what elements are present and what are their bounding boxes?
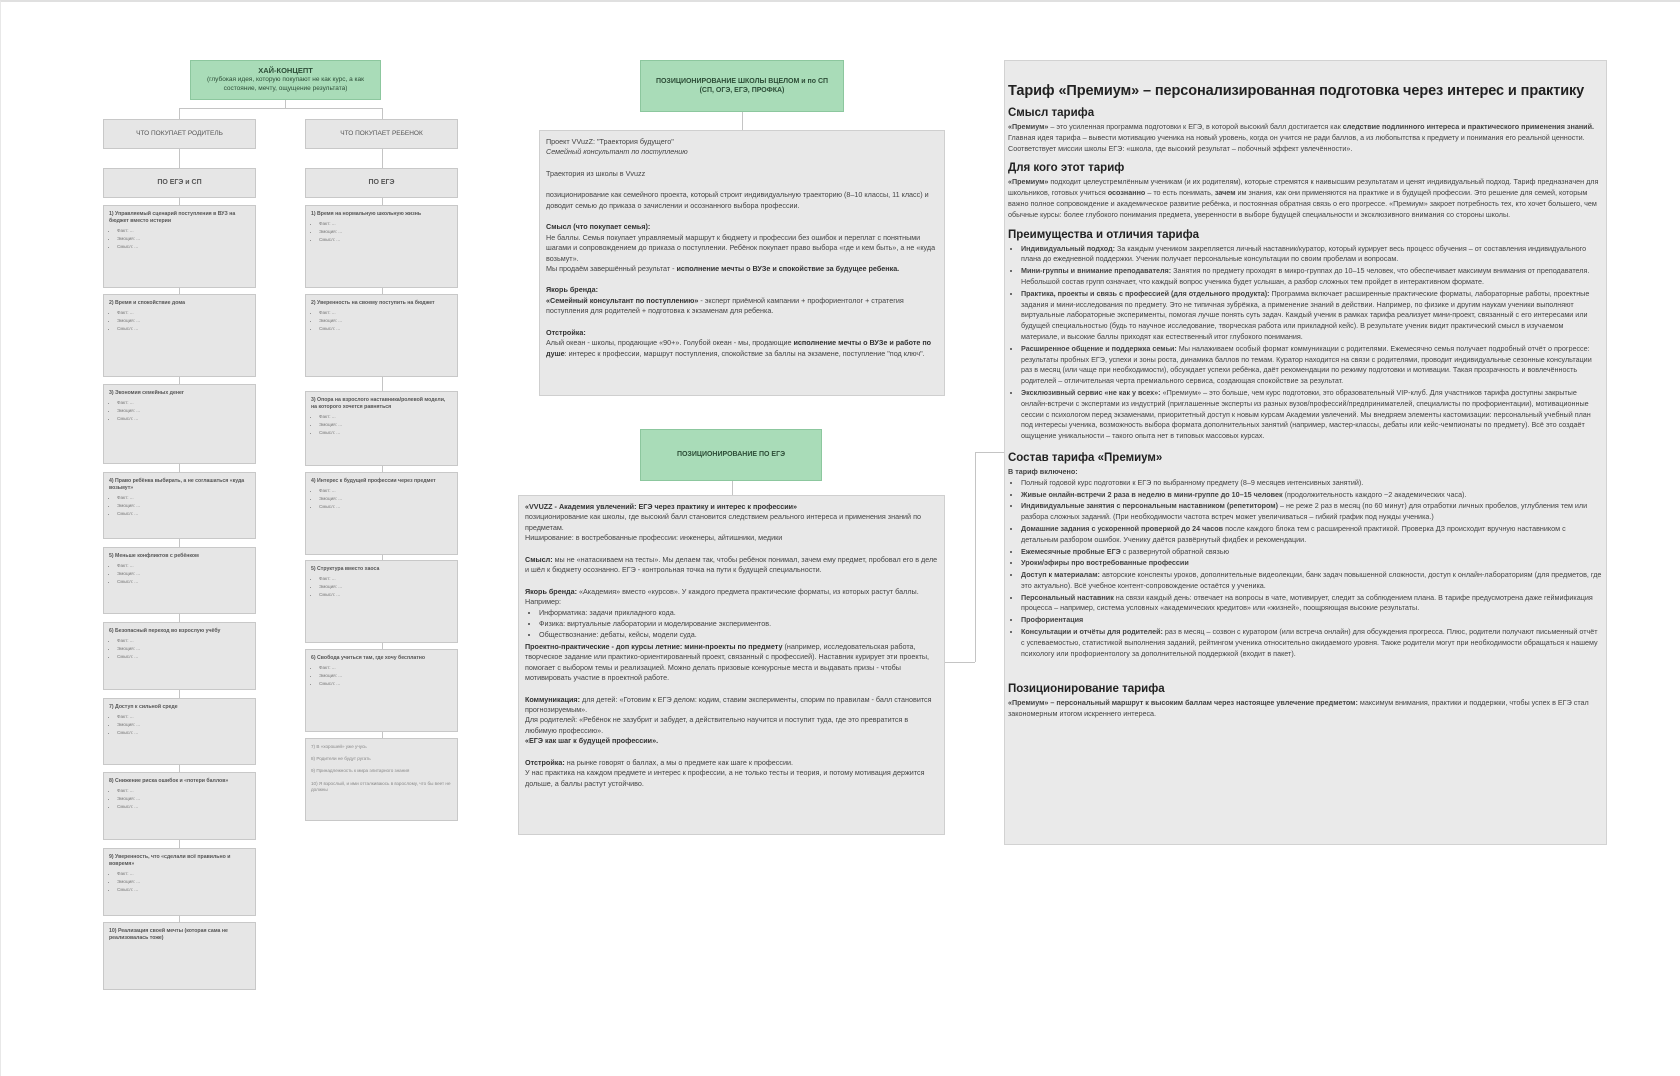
diagram-card-title: 4) Право ребёнка выбирать, а не соглашаться «куда возьмут» — [109, 478, 245, 492]
list-item: • Эмоция: ... — [319, 496, 452, 502]
list-item-bold: Индивидуальный подход: — [1021, 243, 1116, 253]
list-item: • Факт: ... — [117, 563, 250, 569]
list-item: • Обществознание: дебаты, кейсы, модели суда. — [539, 630, 938, 640]
list-item-bold: Уроки/эфиры про востребованные профессии — [1021, 558, 1189, 568]
list-item — [1021, 593, 1602, 615]
detach-text-2: : интерес к профессии, маршрут поступления, спокойствие за баллы на экзамене, поступление "под ключ". — [564, 348, 925, 358]
list-item-bold: Эксклюзивный сервис «не как у всех»: — [1021, 387, 1161, 397]
ege-parents-text: Для родителей: «Ребёнок не зазубрит и забудет, а действительно научится и поступит туда, где это превратится в любимую профессию». — [525, 715, 909, 735]
list-item: • Смысл: ... — [117, 511, 250, 517]
list-item: • Смысл: ... — [319, 504, 452, 510]
meaning-text-1: Не баллы. Семья покупает управляемый маршрут к бюджету и профессии без ошибок и переплат с понятными шагами и сопровождением до приказа о поступлении. Ребёнок покупает право выбора «где и кем быть», а не «куда возьмут». — [546, 232, 936, 263]
tariff-positioning-heading: Позиционирование тарифа — [1008, 683, 1165, 696]
diagram-card[interactable] — [103, 547, 256, 614]
diagram-card-title: 3) Экономия семейных денег — [109, 390, 185, 396]
school-positioning-title: ПОЗИЦИОНИРОВАНИЕ ШКОЛЫ ВЦЕЛОМ и по СП — [655, 77, 829, 85]
list-item-bold: Ежемесячные пробные ЕГЭ — [1021, 546, 1121, 556]
ege-meaning-text: мы не «натаскиваем на тесты». Мы делаем так, чтобы ребёнок понимал, зачем ему предмет, пробовал его в деле и шёл к бюджету осознанно. ЕГЭ - контрольная точка на пути к будущей специальности. — [525, 554, 938, 575]
project-subline: Семейный консультант по поступлению — [546, 147, 688, 157]
diagram-card[interactable] — [305, 391, 458, 466]
detach-bold: исполнение мечты о ВУЗе и работе по душе — [546, 338, 932, 358]
list-item: • Смысл: ... — [319, 326, 452, 332]
meaning-text-2: Мы продаём завершённый результат - — [546, 263, 677, 273]
diagram-card[interactable] — [103, 622, 256, 690]
list-item: • Факт: ... — [117, 638, 250, 644]
connector — [975, 452, 1004, 453]
connector — [179, 108, 180, 119]
list-item-bold: Индивидуальные занятия с персональным наставником (репетитором) — [1021, 501, 1279, 511]
connector — [945, 662, 975, 663]
list-item-text: на связи каждый день: отвечает на вопросы в чате, мотивирует, следит за соблюдением плана. В тарифе предусмотрена даже геймификация процесса – например, система условных «академических кредитов» или «жизней», поощряющая высокие результаты. — [1021, 592, 1593, 613]
list-item — [1021, 244, 1602, 266]
connector — [382, 108, 383, 119]
diagram-card-line: 8) Родители не будут ругать — [311, 756, 371, 762]
tariff-audience-text-2: – то есть понимать, — [1145, 188, 1215, 198]
list-item: • Смысл: ... — [117, 244, 250, 250]
list-item-bold: Мини-группы и внимание преподавателя: — [1021, 266, 1172, 276]
list-item: • Факт: ... — [319, 488, 452, 494]
list-item: • Смысл: ... — [319, 430, 452, 436]
list-item — [1021, 547, 1602, 558]
school-positioning-subtitle: (СП, ОГЭ, ЕГЭ, ПРОФКА) — [699, 87, 785, 94]
list-item-text: после каждого блока тем с расширенной практикой. Проверка ДЗ происходит вручную наставником с детальным разбором ошибок. Ученику даётся развёрнутый фидбек и рекомендации. — [1021, 523, 1566, 544]
list-item: • Эмоция: ... — [117, 646, 250, 652]
connector — [975, 452, 976, 662]
list-item — [1021, 501, 1602, 523]
ege-positioning-node[interactable] — [640, 429, 822, 481]
tariff-composition-list — [1008, 478, 1602, 660]
project-line: Проект VVuzZ: "Траектория будущего" — [546, 137, 674, 146]
child-header-node[interactable]: ЧТО ПОКУПАЕТ РЕБЕНОК — [305, 119, 458, 149]
ege-comm-heading: Коммуникация: — [525, 694, 580, 704]
list-item: • Факт: ... — [319, 310, 452, 316]
trajectory-line: Траектория из школы в Vvuzz — [546, 168, 646, 178]
diagram-card-bullets — [311, 576, 452, 599]
list-item — [1021, 627, 1602, 659]
tariff-title: Тариф «Премиум» – персонализированная подготовка через интерес и практику — [1008, 83, 1585, 99]
anchor-bold: «Семейный консультант по поступлению» — [546, 295, 699, 305]
diagram-card-bullets — [311, 488, 452, 511]
list-item: • Факт: ... — [319, 414, 452, 420]
tariff-audience-text-3: им знания, как они применяются на практике и в будущей профессии. Это решение для семей, которым важно полное сопровождение и академическое развитие ребёнка, и постоянная обратная связь о его прогрессе. «Премиум» закроет потребность тех, кто хочет большего, чем обычные курсы: более глубокого понимания предмета, уверенности в выборе будущей специальности и эксклюзивного внимания со стороны школы. — [1008, 188, 1597, 219]
list-item-text: Мы налаживаем особый формат коммуникации с родителями. Ежемесячно семья получает подробный отчёт о прогрессе: результаты пробных ЕГЭ, успехи и зоны роста, динамика баллов по темам. Куратор находится на связи с родителями, проводит индивидуальные сезонные консультации раз в месяц (или чаще при необходимости), обсуждает успехи ребёнка, даёт рекомендации по режиму подготовки и мотивации. Такая прозрачность и вовлечённость родителей – отличительная черта премиального сервиса, создающая спокойствие за результат. — [1021, 343, 1592, 386]
list-item: • Смысл: ... — [319, 681, 452, 687]
ege-positioning-doc[interactable] — [518, 495, 945, 835]
diagram-card-bullets — [109, 400, 250, 423]
diagram-card[interactable] — [103, 205, 256, 288]
list-item: • Эмоция: ... — [319, 673, 452, 679]
tariff-meaning-bold: «Премиум» — [1008, 122, 1049, 131]
list-item: • Эмоция: ... — [319, 229, 452, 235]
ege-detach-text-2: У нас практика на каждом предмете и интерес к профессии, а не только тесты и теория, и потому мотивация держится дольше, а баллы растут устойчиво. — [525, 768, 925, 788]
list-item — [1021, 388, 1602, 442]
list-item-bold: Живые онлайн-встречи 2 раза в неделю в мини-группе до 10–15 человек — [1021, 489, 1283, 499]
list-item — [1021, 558, 1602, 569]
tariff-audience-text: подходит целеустремлённым ученикам (и их родителям), которые стремятся к наивысшим результатам и ценят индивидуальный подход. Тариф предназначен для школьников, готовых учиться — [1008, 177, 1599, 198]
child-sub-node[interactable]: ПО ЕГЭ — [305, 168, 458, 198]
positioning-text: позиционирование как семейного проекта, который строит индивидуальную траекторию (8–10 классы, 11 класс) и доводит семью до приказа о зачислении и осознанного выбора профессии. — [546, 190, 929, 210]
tariff-premium-doc[interactable] — [1004, 60, 1607, 845]
list-item: • Физика: виртуальные лаборатории и моделирование экспериментов. — [539, 619, 938, 629]
list-item-bold: Доступ к материалам: — [1021, 570, 1100, 580]
diagram-card-bullets — [109, 714, 250, 737]
diagram-card[interactable] — [103, 698, 256, 765]
diagram-card-title: 8) Снижение риска ошибок и «потери баллов» — [109, 778, 229, 784]
ege-doc-title: «VVUZZ - Академия увлечений: ЕГЭ через практику и интерес к профессии» — [525, 502, 798, 511]
list-item: • Эмоция: ... — [117, 503, 250, 509]
diagram-card[interactable] — [103, 848, 256, 916]
list-item-bold: Профориентация — [1021, 615, 1084, 625]
diagram-card-bullets — [109, 310, 250, 333]
list-item: • Смысл: ... — [117, 654, 250, 660]
diagram-card-title: 3) Опора на взрослого наставника/ролевой модели, на которого хочется равняться — [311, 397, 446, 411]
list-item: • Смысл: ... — [117, 326, 250, 332]
diagram-card-bullets — [109, 563, 250, 586]
list-item: • Смысл: ... — [319, 592, 452, 598]
list-item-bold: Практика, проекты и связь с профессией (для отдельного продукта): — [1021, 288, 1270, 298]
connector — [382, 149, 383, 168]
tariff-meaning-heading: Смысл тарифа — [1008, 107, 1095, 119]
tariff-audience-bold-2: осознанно — [1107, 188, 1146, 198]
ege-examples-list — [525, 608, 938, 641]
list-item: • Факт: ... — [319, 665, 452, 671]
diagram-card-title: 2) Уверенность на своему поступить на бюджет — [311, 300, 435, 306]
connector — [179, 108, 382, 109]
tariff-audience-heading: Для кого этот тариф — [1008, 162, 1125, 175]
ege-positioning-title: ПОЗИЦИОНИРОВАНИЕ ПО ЕГЭ — [676, 451, 786, 459]
list-item: • Смысл: ... — [117, 579, 250, 585]
tariff-advantages-heading: Преимущества и отличия тарифа — [1008, 228, 1200, 241]
list-item: • Факт: ... — [319, 221, 452, 227]
list-item — [1021, 490, 1602, 501]
diagram-card[interactable] — [305, 649, 458, 732]
list-item: • Эмоция: ... — [319, 318, 452, 324]
diagram-card[interactable] — [103, 922, 256, 990]
diagram-card[interactable] — [103, 384, 256, 464]
diagram-card[interactable] — [305, 472, 458, 555]
diagram-card-title: 6) Свобода учиться там, где хочу бесплатно — [311, 655, 426, 661]
diagram-card-title: 5) Меньше конфликтов с ребёнком — [109, 553, 199, 559]
list-item: • Смысл: ... — [117, 730, 250, 736]
list-item-text: – не реже 2 раз в месяц (по 60 минут) для отработки личных пробелов, углубления тем или разбора сложных заданий. (При необходимости частота встреч может увеличиваться – гибкий график под нужды ученика.) — [1021, 501, 1588, 522]
list-item: • Факт: ... — [117, 310, 250, 316]
ege-practice-heading: Проектно-практические - доп курсы летние: мини-проекты по предмету — [525, 641, 783, 651]
list-item-text: с развернутой обратной связью — [1120, 546, 1229, 556]
list-item-text: За каждым учеником закрепляется личный наставник/куратор, который курирует весь процесс обучения – от составления индивидуального плана до ежедневной поддержки. Ученик получает персональные консультации по своим пробелам и вопросам. — [1021, 243, 1587, 264]
diagram-card-title: 5) Структура вместо хаоса — [311, 566, 380, 572]
diagram-card-bullets — [109, 871, 250, 894]
ege-slogan: «ЕГЭ как шаг к будущей профессии». — [525, 736, 659, 746]
list-item: • Эмоция: ... — [117, 318, 250, 324]
list-item-text: Программа включает расширенные практические форматы, лабораторные работы, проектные задания и мини-исследования по предмету. Это не типичная зубрёжка, а применение знаний в действии. Например, по физике и другим наукам ученики выполняют виртуальные лабораторные эксперименты, помогая лучше понять суть задач. Каждый ученик в рамках тарифа реализует мини-проект, связанный с его интересами или будущей специальностью (будь то научное исследование, творческая работа или прикладной кейс). В результате ученик видит практический смысл в изучаемом материале, и высокие баллы приходят как естественный итог глубокого понимания. — [1021, 288, 1590, 341]
list-item: • Эмоция: ... — [319, 584, 452, 590]
list-item — [1021, 266, 1602, 288]
diagram-card-title: 1) Управляемый сценарий поступления в ВУЗ на бюджет вместо истерии — [109, 211, 236, 225]
list-item-bold: Персональный наставник — [1021, 592, 1114, 602]
list-item: • Эмоция: ... — [117, 879, 250, 885]
diagram-card-title: 4) Интерес к будущей профессии через предмет — [311, 478, 436, 484]
list-item: • Смысл: ... — [117, 804, 250, 810]
list-item-text: Занятия по предмету проходят в микро-группах до 10–15 человек, что обеспечивает максимум внимания от преподавателя. Небольшой состав групп означает, что каждый вопрос ученика будет услышан, а разбор сложных тем пройдет в интерактивном формате. — [1021, 266, 1590, 286]
connector — [285, 100, 286, 108]
hi-concept-subtitle: (глубокая идея, которую покупают не как курс, а как состояние, мечту, ощущение результата) — [207, 76, 364, 93]
diagram-card-bullets — [109, 228, 250, 251]
tariff-composition-heading: Состав тарифа «Премиум» — [1008, 451, 1163, 464]
school-positioning-node[interactable] — [640, 60, 844, 112]
list-item-text: раз в месяц – созвон с куратором (или встреча онлайн) для обсуждения прогресса. Плюс, родители получают письменный отчёт с успеваемостью, статистикой выполнения заданий, рейтингом ученика относительно ожидаемого уровня. Также родители могут при необходимости обращаться к нашему психологу или профориентологу за дополнительной поддержкой (входит в пакет). — [1021, 627, 1598, 658]
diagram-card[interactable] — [305, 560, 458, 643]
diagram-card-title: 6) Безопасный переход во взрослую учёбу — [109, 628, 221, 634]
list-item: • Эмоция: ... — [319, 422, 452, 428]
diagram-card-title: 1) Время на нормальную школьную жизнь — [311, 211, 422, 217]
list-item-bold: Домашние задания с ускоренной проверкой до 24 часов — [1021, 523, 1224, 533]
tariff-audience-bold-3: зачем — [1214, 188, 1236, 198]
tariff-meaning-bold-2: следствие подлинного интереса и практического применения знаний. — [1342, 122, 1594, 131]
list-item: • Эмоция: ... — [117, 236, 250, 242]
diagram-card-bullets — [311, 665, 452, 688]
list-item: • Факт: ... — [117, 400, 250, 406]
ege-doc-line-2: Ниширование: в востребованные профессии: инженеры, айтишники, медики — [525, 533, 783, 543]
connector — [742, 112, 743, 130]
tariff-advantages-list — [1008, 244, 1602, 442]
list-item-bold: Расширенное общение и поддержка семьи: — [1021, 343, 1177, 353]
diagram-card-bullets — [109, 638, 250, 661]
list-item: • Эмоция: ... — [117, 408, 250, 414]
diagram-card-bullets — [311, 310, 452, 333]
list-item-text: авторские конспекты уроков, дополнительные видеолекции, банк задач повышенной сложности, доступ к онлайн-лабораториям (для предметов, где это актуально). Всё учебное контент-сопровождение остаётся у ученика. — [1021, 570, 1602, 590]
list-item — [1021, 344, 1602, 387]
ege-anchor-heading: Якорь бренда: — [525, 586, 577, 596]
list-item: • Факт: ... — [117, 495, 250, 501]
list-item: • Смысл: ... — [319, 237, 452, 243]
school-positioning-doc[interactable] — [539, 130, 945, 396]
tariff-positioning-bold: «Премиум» – персональный маршрут к высоким баллам через настоящее увлечение предметом: — [1008, 698, 1358, 708]
list-item — [1021, 524, 1602, 546]
diagram-card-bullets — [311, 221, 452, 244]
tariff-included-label: В тариф включено: — [1008, 466, 1078, 476]
diagram-card[interactable] — [305, 738, 458, 821]
meaning-text-2-bold: исполнение мечты о ВУЗе и спокойствие за будущее ребенка. — [676, 263, 900, 273]
list-item — [1021, 478, 1602, 489]
ege-example-label: Например: — [525, 597, 562, 607]
ege-detach-heading: Отстройка: — [525, 757, 565, 767]
diagram-card-bullets — [109, 788, 250, 811]
list-item: • Факт: ... — [117, 714, 250, 720]
diagram-card-title: 9) Уверенность, что «сделали всё правильно и вовремя» — [109, 854, 231, 868]
parent-header-node[interactable]: ЧТО ПОКУПАЕТ РОДИТЕЛЬ — [103, 119, 256, 149]
diagram-card-bullets — [311, 414, 452, 437]
list-item: • Эмоция: ... — [117, 722, 250, 728]
list-item: • Факт: ... — [319, 576, 452, 582]
list-item — [1021, 570, 1602, 592]
diagram-card-line: 7) В «хорошей» уже учусь — [311, 744, 367, 749]
list-item-text: Полный годовой курс подготовки к ЕГЭ по выбранному предмету (8–9 месяцев интенсивных занятий). — [1021, 477, 1364, 487]
tariff-meaning-text: – это усиленная программа подготовки к ЕГЭ, в которой высокий балл достигается как — [1048, 122, 1343, 131]
ege-comm-text: для детей: «Готовим к ЕГЭ делом: кодим, ставим эксперименты, спорим по правилам - балл становится прогнозируемым». — [525, 694, 932, 714]
anchor-heading: Якорь бренда: — [546, 285, 598, 295]
diagram-card-bullets — [109, 495, 250, 518]
ege-practice-text: (например, исследовательская работа, творческое задание или практико-ориентированный проект, связанный с профессией). Наставник курирует эти проекты, помогает с выбором темы и реализацией. Можно делать призовые конкурсные места и выдавать призы - чтобы мотивировать участие в проектной работе. — [525, 641, 930, 683]
list-item-text: (продолжительность каждого ~2 академических часа). — [1282, 489, 1467, 499]
diagram-card-title: 7) Доступ к сильной среде — [109, 704, 178, 710]
list-item-text: «Премиум» – это больше, чем курс подготовки, это образовательный VIP-клуб. Для участников тарифа доступны закрытые онлайн-встречи с экспертами из индустрий (приглашенные эксперты из разных вузов/профессий/предпринимателей, специалисты по профориентации), мотивационные сессии с психологом перед экзаменами, приоритетный доступ к новым курсам Академии увлечений. Мы внедряем элементы кастомизации: персональный учебный план под интересы ученика, возможность выбора формата дополнительных занятий (например, мастер-классы, дебаты или кейс-чемпионаты по предмету). Всё это создаёт ощущение уникальности – такого опыта нет в типовых массовых курсах. — [1021, 387, 1591, 441]
diagram-card-title: 2) Время и спокойствие дома — [109, 300, 185, 306]
hi-concept-title: ХАЙ-КОНЦЕПТ — [258, 66, 313, 76]
list-item: • Эмоция: ... — [117, 571, 250, 577]
list-item: • Эмоция: ... — [117, 796, 250, 802]
connector — [732, 481, 733, 495]
connector — [179, 149, 180, 168]
ege-detach-text: на рынке говорят о баллах, а мы о предмете как шаге к профессии. — [564, 757, 793, 767]
list-item: • Смысл: ... — [117, 416, 250, 422]
anchor-text: - эксперт приёмной кампании + профориентолог + стратегия поступления для родителей + подготовка к экзаменам для ребенка. — [546, 295, 904, 316]
diagram-card[interactable] — [305, 294, 458, 377]
list-item — [1021, 289, 1602, 343]
diagram-card-line: 9) Принадлежность к мира элитарного знания — [311, 768, 410, 774]
tariff-audience-bold: «Премиум» — [1008, 177, 1049, 187]
ege-meaning-heading: Смысл: — [525, 554, 553, 564]
diagram-card[interactable] — [305, 205, 458, 288]
list-item: • Факт: ... — [117, 871, 250, 877]
list-item: • Факт: ... — [117, 788, 250, 794]
list-item-bold: Консультации и отчёты для родителей: — [1021, 627, 1163, 637]
detach-heading: Отстройка: — [546, 327, 586, 337]
meaning-heading: Смысл (что покупает семья): — [546, 222, 651, 232]
diagram-card-line: 10) Я взрослый, и ими отталкиваюсь в взрослому, что бы веет не должны — [311, 780, 451, 792]
detach-text: Алый океан - школы, продающие «90+». Голубой океан - мы, продающие — [546, 338, 794, 348]
parent-sub-node[interactable]: ПО ЕГЭ и СП — [103, 168, 256, 198]
diagram-card[interactable] — [103, 294, 256, 377]
tariff-positioning-text: максимум внимания, практики и поддержки, чтобы успех в ЕГЭ стал закономерным итогом искреннего интереса. — [1008, 698, 1589, 719]
list-item: • Смысл: ... — [117, 887, 250, 893]
list-item: • Информатика: задачи прикладного кода. — [539, 608, 938, 618]
diagram-card-title: 10) Реализация своей мечты (которая сама не реализовалась тоже) — [109, 928, 228, 942]
ege-doc-line-1: позиционирование как школы, где высокий балл становится следствием реального интереса и применения знаний по предметам. — [525, 512, 921, 532]
list-item: • Факт: ... — [117, 228, 250, 234]
diagram-card[interactable] — [103, 472, 256, 539]
hi-concept-node[interactable] — [190, 60, 381, 100]
diagram-card[interactable] — [103, 772, 256, 840]
list-item — [1021, 615, 1602, 626]
ege-anchor-text: «Академия» вместо «курсов». У каждого предмета практические форматы, из которых растут баллы. — [577, 586, 919, 596]
tariff-meaning-text-2: Главная идея тарифа – вывести мотивацию ученика на новый уровень, когда он учится не ради баллов, а из любопытства к предмету и понимания его реальной ценности. Соответствует миссии школы ЕГЭ: «школа, где высокий результат – побочный эффект увлечённости». — [1008, 132, 1585, 153]
